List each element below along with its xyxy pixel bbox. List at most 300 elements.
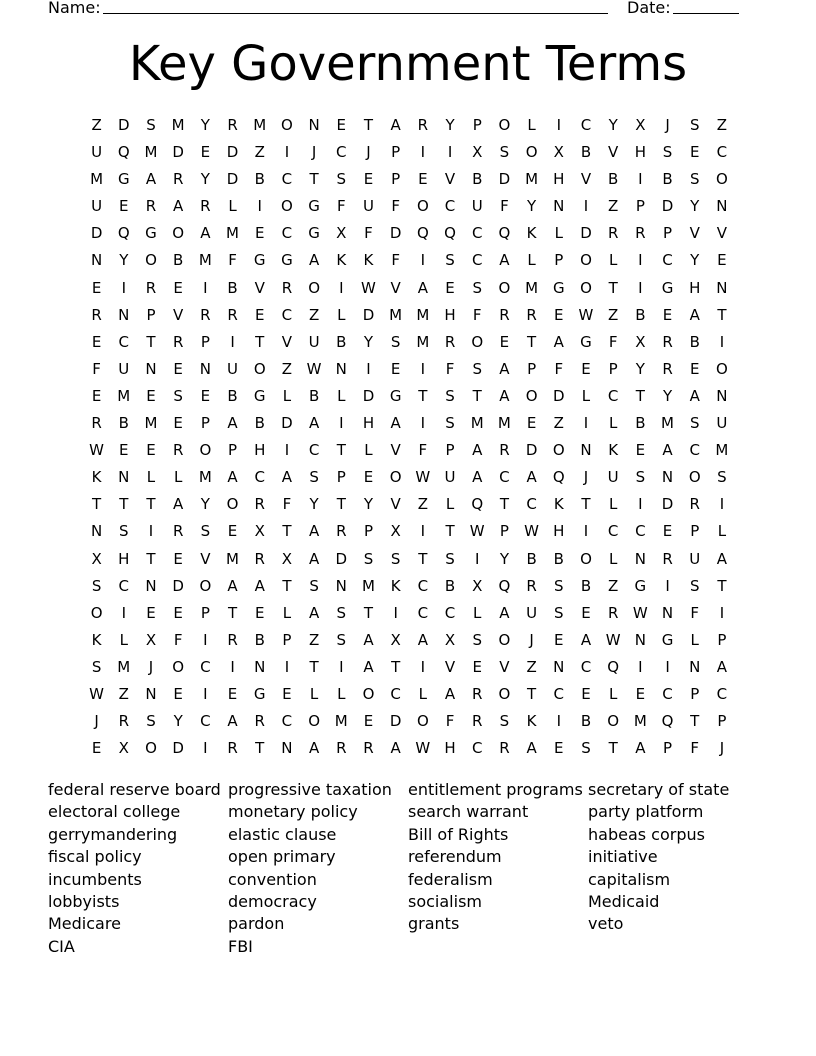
grid-letter: F bbox=[690, 603, 700, 622]
grid-letter: T bbox=[146, 549, 156, 568]
grid-letter: C bbox=[471, 224, 483, 243]
grid-letter: F bbox=[608, 332, 618, 351]
grid-letter: A bbox=[472, 441, 483, 460]
grid-letter: B bbox=[254, 170, 265, 189]
grid-letter: B bbox=[254, 630, 265, 649]
grid-letter: O bbox=[525, 386, 538, 405]
grid-letter: F bbox=[173, 630, 183, 649]
grid-letter: B bbox=[254, 414, 265, 433]
grid-letter: N bbox=[90, 251, 103, 270]
grid-letter: B bbox=[308, 386, 320, 405]
grid-letter: P bbox=[663, 739, 673, 758]
grid-letter: X bbox=[281, 549, 293, 568]
name-blank bbox=[103, 13, 608, 14]
grid-letter: M bbox=[361, 576, 375, 595]
grid-letter: I bbox=[583, 197, 589, 216]
grid-letter: C bbox=[417, 576, 429, 595]
grid-letter: Y bbox=[309, 495, 319, 514]
grid-letter: V bbox=[390, 278, 401, 297]
grid-letter: Z bbox=[91, 116, 102, 134]
grid-row bbox=[83, 221, 736, 248]
grid-letter: U bbox=[227, 359, 239, 378]
word-column bbox=[48, 779, 228, 958]
grid-letter: H bbox=[444, 305, 456, 324]
word-column bbox=[408, 779, 588, 936]
grid-letter: L bbox=[418, 684, 428, 703]
grid-letter: E bbox=[91, 332, 102, 351]
grid-letter: I bbox=[583, 414, 589, 433]
grid-letter: B bbox=[526, 549, 537, 568]
grid-letter: B bbox=[472, 170, 483, 189]
grid-letter: R bbox=[499, 441, 510, 460]
grid-letter: P bbox=[690, 522, 700, 541]
grid-letter: L bbox=[473, 603, 482, 622]
grid-letter: I bbox=[420, 143, 426, 162]
grid-letter: M bbox=[144, 143, 158, 162]
grid-letter: X bbox=[336, 224, 347, 243]
grid-letter: F bbox=[554, 359, 564, 378]
grid-letter: J bbox=[148, 657, 154, 676]
date-label: Date: bbox=[627, 0, 671, 17]
grid-letter: G bbox=[389, 386, 402, 405]
grid-letter: E bbox=[173, 278, 183, 297]
grid-letter: K bbox=[608, 441, 619, 460]
grid-letter: E bbox=[282, 684, 292, 703]
grid-letter: S bbox=[309, 576, 319, 595]
grid-letter: S bbox=[689, 170, 700, 189]
grid-letter: I bbox=[148, 522, 154, 541]
grid-letter: R bbox=[254, 495, 265, 514]
grid-letter: B bbox=[635, 305, 646, 324]
word-item: pardon bbox=[228, 914, 285, 934]
grid-letter: D bbox=[172, 576, 184, 595]
grid-letter: F bbox=[472, 305, 482, 324]
grid-letter: A bbox=[227, 712, 238, 731]
grid-letter: E bbox=[173, 359, 183, 378]
grid-letter: O bbox=[552, 441, 565, 460]
grid-letter: S bbox=[499, 712, 510, 731]
grid-letter: R bbox=[254, 549, 265, 568]
grid-letter: I bbox=[284, 657, 290, 676]
grid-letter: S bbox=[146, 116, 156, 134]
grid-letter: C bbox=[118, 332, 130, 351]
grid-letter: D bbox=[172, 143, 184, 162]
word-item: fiscal policy bbox=[48, 847, 142, 867]
grid-letter: M bbox=[416, 305, 430, 324]
grid-letter: R bbox=[336, 522, 347, 541]
grid-letter: C bbox=[200, 657, 211, 676]
grid-letter: Y bbox=[690, 251, 700, 270]
grid-letter: I bbox=[393, 603, 398, 622]
word-item: convention bbox=[228, 869, 317, 889]
grid-letter: B bbox=[553, 549, 564, 568]
grid-row bbox=[83, 628, 736, 655]
grid-letter: E bbox=[254, 305, 265, 324]
grid-letter: M bbox=[633, 712, 647, 731]
grid-letter: B bbox=[173, 251, 184, 270]
grid-letter: E bbox=[200, 386, 211, 405]
grid-letter: O bbox=[253, 359, 266, 378]
grid-letter: N bbox=[335, 359, 347, 378]
grid-letter: O bbox=[580, 278, 592, 297]
grid-letter: I bbox=[339, 657, 344, 676]
grid-letter: W bbox=[361, 278, 376, 297]
grid-letter: T bbox=[608, 278, 618, 297]
grid-letter: E bbox=[227, 684, 238, 703]
grid-letter: D bbox=[389, 224, 402, 243]
grid-letter: L bbox=[608, 495, 618, 514]
grid-letter: U bbox=[91, 143, 103, 162]
grid-letter: E bbox=[363, 170, 374, 189]
grid-letter: E bbox=[146, 603, 156, 622]
grid-letter: E bbox=[689, 143, 700, 162]
grid-letter: B bbox=[580, 712, 592, 731]
grid-letter: K bbox=[390, 576, 401, 595]
grid-letter: I bbox=[447, 143, 453, 162]
grid-letter: M bbox=[661, 414, 674, 433]
grid-letter: E bbox=[173, 414, 183, 433]
grid-letter: E bbox=[554, 305, 564, 324]
grid-letter: O bbox=[389, 468, 402, 487]
grid-letter: R bbox=[472, 684, 483, 703]
grid-letter: V bbox=[499, 657, 510, 676]
grid-letter: J bbox=[94, 712, 99, 731]
grid-letter: D bbox=[362, 386, 375, 405]
grid-letter: A bbox=[716, 549, 728, 568]
grid-letter: F bbox=[391, 251, 400, 270]
grid-letter: L bbox=[527, 251, 536, 270]
grid-letter: V bbox=[580, 170, 592, 189]
grid-letter: V bbox=[173, 305, 184, 324]
grid-letter: D bbox=[661, 197, 674, 216]
grid-letter: F bbox=[228, 251, 237, 270]
grid-letter: M bbox=[144, 414, 158, 433]
grid-letter: C bbox=[499, 468, 510, 487]
grid-letter: L bbox=[690, 630, 699, 649]
grid-letter: E bbox=[119, 441, 129, 460]
grid-letter: R bbox=[526, 576, 537, 595]
grid-letter: T bbox=[717, 576, 727, 595]
grid-letter: C bbox=[281, 224, 293, 243]
grid-letter: A bbox=[662, 441, 673, 460]
grid-letter: D bbox=[281, 414, 293, 433]
grid-letter: M bbox=[389, 305, 403, 324]
grid-letter: Y bbox=[690, 197, 700, 216]
grid-letter: R bbox=[227, 630, 238, 649]
grid-letter: A bbox=[173, 495, 184, 514]
grid-letter: T bbox=[690, 712, 700, 731]
word-item: elastic clause bbox=[228, 824, 337, 844]
grid-letter: O bbox=[145, 251, 157, 270]
grid-letter: N bbox=[118, 305, 130, 324]
grid-row bbox=[83, 303, 736, 330]
grid-letter: L bbox=[282, 386, 292, 405]
grid-letter: T bbox=[581, 495, 591, 514]
grid-letter: E bbox=[635, 441, 646, 460]
grid-letter: P bbox=[200, 414, 210, 433]
grid-letter: E bbox=[581, 684, 591, 703]
grid-letter: M bbox=[253, 116, 267, 134]
grid-letter: X bbox=[472, 576, 483, 595]
grid-letter: U bbox=[362, 197, 374, 216]
grid-letter: Q bbox=[471, 495, 484, 514]
grid-letter: S bbox=[662, 143, 673, 162]
grid-letter: A bbox=[227, 468, 238, 487]
grid-letter: T bbox=[499, 495, 509, 514]
grid-letter: P bbox=[200, 332, 210, 351]
grid-letter: S bbox=[445, 251, 455, 270]
grid-row bbox=[83, 194, 736, 221]
grid-letter: G bbox=[661, 278, 674, 297]
grid-letter: S bbox=[363, 549, 374, 568]
header bbox=[48, 0, 748, 19]
grid-letter: N bbox=[308, 116, 320, 134]
grid-letter: L bbox=[282, 603, 292, 622]
grid-letter: G bbox=[552, 278, 565, 297]
grid-row bbox=[83, 438, 736, 465]
word-item: progressive taxation bbox=[228, 780, 392, 799]
grid-letter: X bbox=[145, 630, 157, 649]
grid-letter: M bbox=[226, 224, 239, 243]
grid-letter: L bbox=[119, 630, 128, 649]
grid-letter: C bbox=[635, 522, 646, 541]
grid-letter: I bbox=[257, 197, 262, 216]
grid-letter: O bbox=[416, 712, 429, 731]
grid-letter: W bbox=[605, 630, 621, 649]
grid-letter: N bbox=[634, 549, 646, 568]
grid-letter: N bbox=[553, 657, 565, 676]
grid-letter: Y bbox=[119, 251, 129, 270]
grid-letter: C bbox=[580, 116, 592, 134]
grid-letter: A bbox=[499, 603, 510, 622]
grid-letter: B bbox=[662, 170, 673, 189]
grid-letter: J bbox=[529, 630, 534, 649]
word-item: lobbyists bbox=[48, 892, 120, 912]
grid-letter: P bbox=[717, 630, 727, 649]
grid-letter: Y bbox=[200, 495, 210, 514]
grid-letter: N bbox=[580, 441, 592, 460]
grid-letter: N bbox=[199, 359, 211, 378]
grid-letter: G bbox=[145, 224, 157, 243]
grid-letter: T bbox=[391, 657, 401, 676]
grid-letter: O bbox=[145, 739, 157, 758]
grid-letter: G bbox=[580, 332, 592, 351]
grid-letter: R bbox=[662, 359, 673, 378]
grid-letter: W bbox=[632, 603, 648, 622]
grid-letter: P bbox=[445, 441, 455, 460]
grid-letter: A bbox=[390, 116, 401, 134]
grid-letter: S bbox=[472, 359, 482, 378]
grid-letter: A bbox=[417, 630, 428, 649]
word-column bbox=[588, 779, 768, 936]
grid-letter: B bbox=[227, 386, 238, 405]
grid-letter: X bbox=[254, 522, 265, 541]
word-item: referendum bbox=[408, 847, 502, 867]
word-column bbox=[228, 779, 408, 958]
grid-letter: R bbox=[281, 278, 293, 297]
grid-letter: P bbox=[363, 522, 373, 541]
grid-letter: S bbox=[635, 468, 646, 487]
grid-letter: V bbox=[444, 657, 456, 676]
grid-letter: S bbox=[445, 386, 455, 405]
grid-letter: N bbox=[716, 278, 728, 297]
grid-letter: N bbox=[90, 522, 103, 541]
word-item: Medicare bbox=[48, 914, 121, 934]
grid-letter: S bbox=[91, 576, 102, 595]
grid-letter: S bbox=[554, 576, 564, 595]
grid-letter: A bbox=[281, 468, 293, 487]
grid-letter: A bbox=[308, 739, 320, 758]
grid-letter: P bbox=[282, 630, 292, 649]
page-title: Key Government Terms bbox=[128, 36, 688, 92]
grid-letter: E bbox=[173, 684, 183, 703]
grid-letter: A bbox=[145, 170, 157, 189]
grid-letter: K bbox=[363, 251, 374, 270]
grid-letter: L bbox=[309, 684, 319, 703]
grid-letter: C bbox=[689, 441, 700, 460]
grid-letter: V bbox=[608, 143, 619, 162]
grid-letter: M bbox=[198, 468, 212, 487]
grid-letter: C bbox=[580, 657, 592, 676]
grid-letter: U bbox=[716, 414, 728, 433]
grid-letter: H bbox=[689, 278, 701, 297]
grid-letter: P bbox=[690, 684, 700, 703]
grid-letter: A bbox=[390, 739, 401, 758]
grid-letter: S bbox=[200, 522, 211, 541]
grid-letter: C bbox=[607, 386, 619, 405]
grid-letter: I bbox=[665, 576, 670, 595]
grid-letter: A bbox=[254, 576, 265, 595]
grid-letter: E bbox=[336, 116, 347, 134]
grid-letter: R bbox=[200, 305, 211, 324]
grid-letter: E bbox=[472, 657, 482, 676]
grid-letter: T bbox=[608, 739, 618, 758]
grid-letter: O bbox=[498, 116, 511, 134]
grid-letter: E bbox=[173, 603, 183, 622]
grid-letter: S bbox=[336, 603, 347, 622]
grid-row bbox=[83, 411, 736, 438]
grid-letter: O bbox=[498, 278, 511, 297]
grid-letter: N bbox=[281, 739, 293, 758]
grid-letter: C bbox=[553, 684, 565, 703]
grid-letter: C bbox=[390, 684, 401, 703]
grid-letter: V bbox=[689, 224, 700, 243]
grid-letter: E bbox=[717, 251, 727, 270]
grid-letter: F bbox=[445, 359, 455, 378]
grid-letter: D bbox=[362, 305, 375, 324]
grid-letter: I bbox=[230, 332, 235, 351]
grid-letter: O bbox=[199, 576, 212, 595]
grid-letter: P bbox=[717, 712, 727, 731]
grid-letter: W bbox=[89, 441, 105, 460]
grid-letter: U bbox=[689, 549, 701, 568]
grid-row bbox=[83, 519, 736, 546]
grid-letter: R bbox=[91, 305, 102, 324]
word-item: habeas corpus bbox=[588, 824, 705, 844]
grid-letter: N bbox=[716, 197, 728, 216]
grid-letter: R bbox=[172, 332, 184, 351]
word-item: grants bbox=[408, 914, 460, 934]
grid-letter: I bbox=[556, 712, 561, 731]
grid-letter: C bbox=[716, 684, 728, 703]
grid-letter: O bbox=[90, 603, 103, 622]
grid-letter: K bbox=[553, 495, 564, 514]
word-item: veto bbox=[588, 914, 624, 934]
grid-letter: O bbox=[580, 251, 592, 270]
grid-row bbox=[83, 140, 736, 167]
grid-row bbox=[83, 574, 736, 601]
grid-letter: Y bbox=[200, 170, 210, 189]
grid-letter: F bbox=[282, 495, 292, 514]
grid-letter: I bbox=[203, 739, 208, 758]
grid-letter: C bbox=[308, 441, 320, 460]
grid-letter: D bbox=[661, 495, 674, 514]
grid-letter: T bbox=[418, 549, 428, 568]
grid-letter: H bbox=[254, 441, 266, 460]
word-item: monetary policy bbox=[228, 802, 358, 822]
grid-letter: S bbox=[173, 386, 183, 405]
grid-letter: R bbox=[118, 712, 129, 731]
grid-row bbox=[83, 167, 736, 194]
grid-letter: U bbox=[444, 468, 456, 487]
grid-letter: C bbox=[118, 576, 130, 595]
grid-letter: T bbox=[227, 603, 238, 622]
grid-letter: A bbox=[308, 414, 320, 433]
grid-letter: G bbox=[253, 386, 266, 405]
grid-letter: R bbox=[607, 603, 619, 622]
grid-letter: E bbox=[363, 712, 374, 731]
grid-letter: E bbox=[689, 359, 700, 378]
grid-letter: K bbox=[526, 712, 537, 731]
grid-letter: O bbox=[281, 197, 293, 216]
grid-letter: D bbox=[580, 224, 592, 243]
grid-letter: Z bbox=[308, 305, 320, 324]
grid-letter: C bbox=[607, 522, 619, 541]
grid-letter: Y bbox=[608, 116, 618, 134]
grid-letter: T bbox=[445, 522, 455, 541]
grid-letter: R bbox=[444, 332, 456, 351]
grid-letter: P bbox=[146, 305, 156, 324]
grid-letter: T bbox=[527, 684, 537, 703]
grid-letter: W bbox=[578, 305, 594, 324]
grid-row bbox=[83, 492, 736, 519]
grid-letter: Z bbox=[118, 684, 129, 703]
grid-letter: W bbox=[415, 739, 431, 758]
grid-letter: C bbox=[281, 305, 293, 324]
grid-letter: C bbox=[254, 468, 265, 487]
grid-letter: E bbox=[91, 386, 102, 405]
grid-letter: W bbox=[469, 522, 485, 541]
grid-letter: M bbox=[470, 414, 484, 433]
grid-letter: I bbox=[638, 278, 643, 297]
grid-letter: I bbox=[638, 170, 643, 189]
grid-letter: R bbox=[499, 739, 510, 758]
grid-letter: T bbox=[282, 522, 292, 541]
grid-row bbox=[83, 384, 736, 411]
grid-letter: V bbox=[281, 332, 293, 351]
grid-letter: C bbox=[526, 495, 537, 514]
grid-letter: F bbox=[92, 359, 101, 378]
grid-letter: R bbox=[472, 712, 483, 731]
grid-letter: Y bbox=[635, 359, 645, 378]
grid-letter: C bbox=[471, 251, 483, 270]
grid-letter: D bbox=[335, 549, 348, 568]
grid-letter: Q bbox=[444, 224, 456, 243]
grid-row bbox=[83, 357, 736, 384]
grid-letter: R bbox=[689, 495, 700, 514]
letter-grid bbox=[83, 113, 736, 763]
grid-letter: Z bbox=[526, 657, 537, 676]
